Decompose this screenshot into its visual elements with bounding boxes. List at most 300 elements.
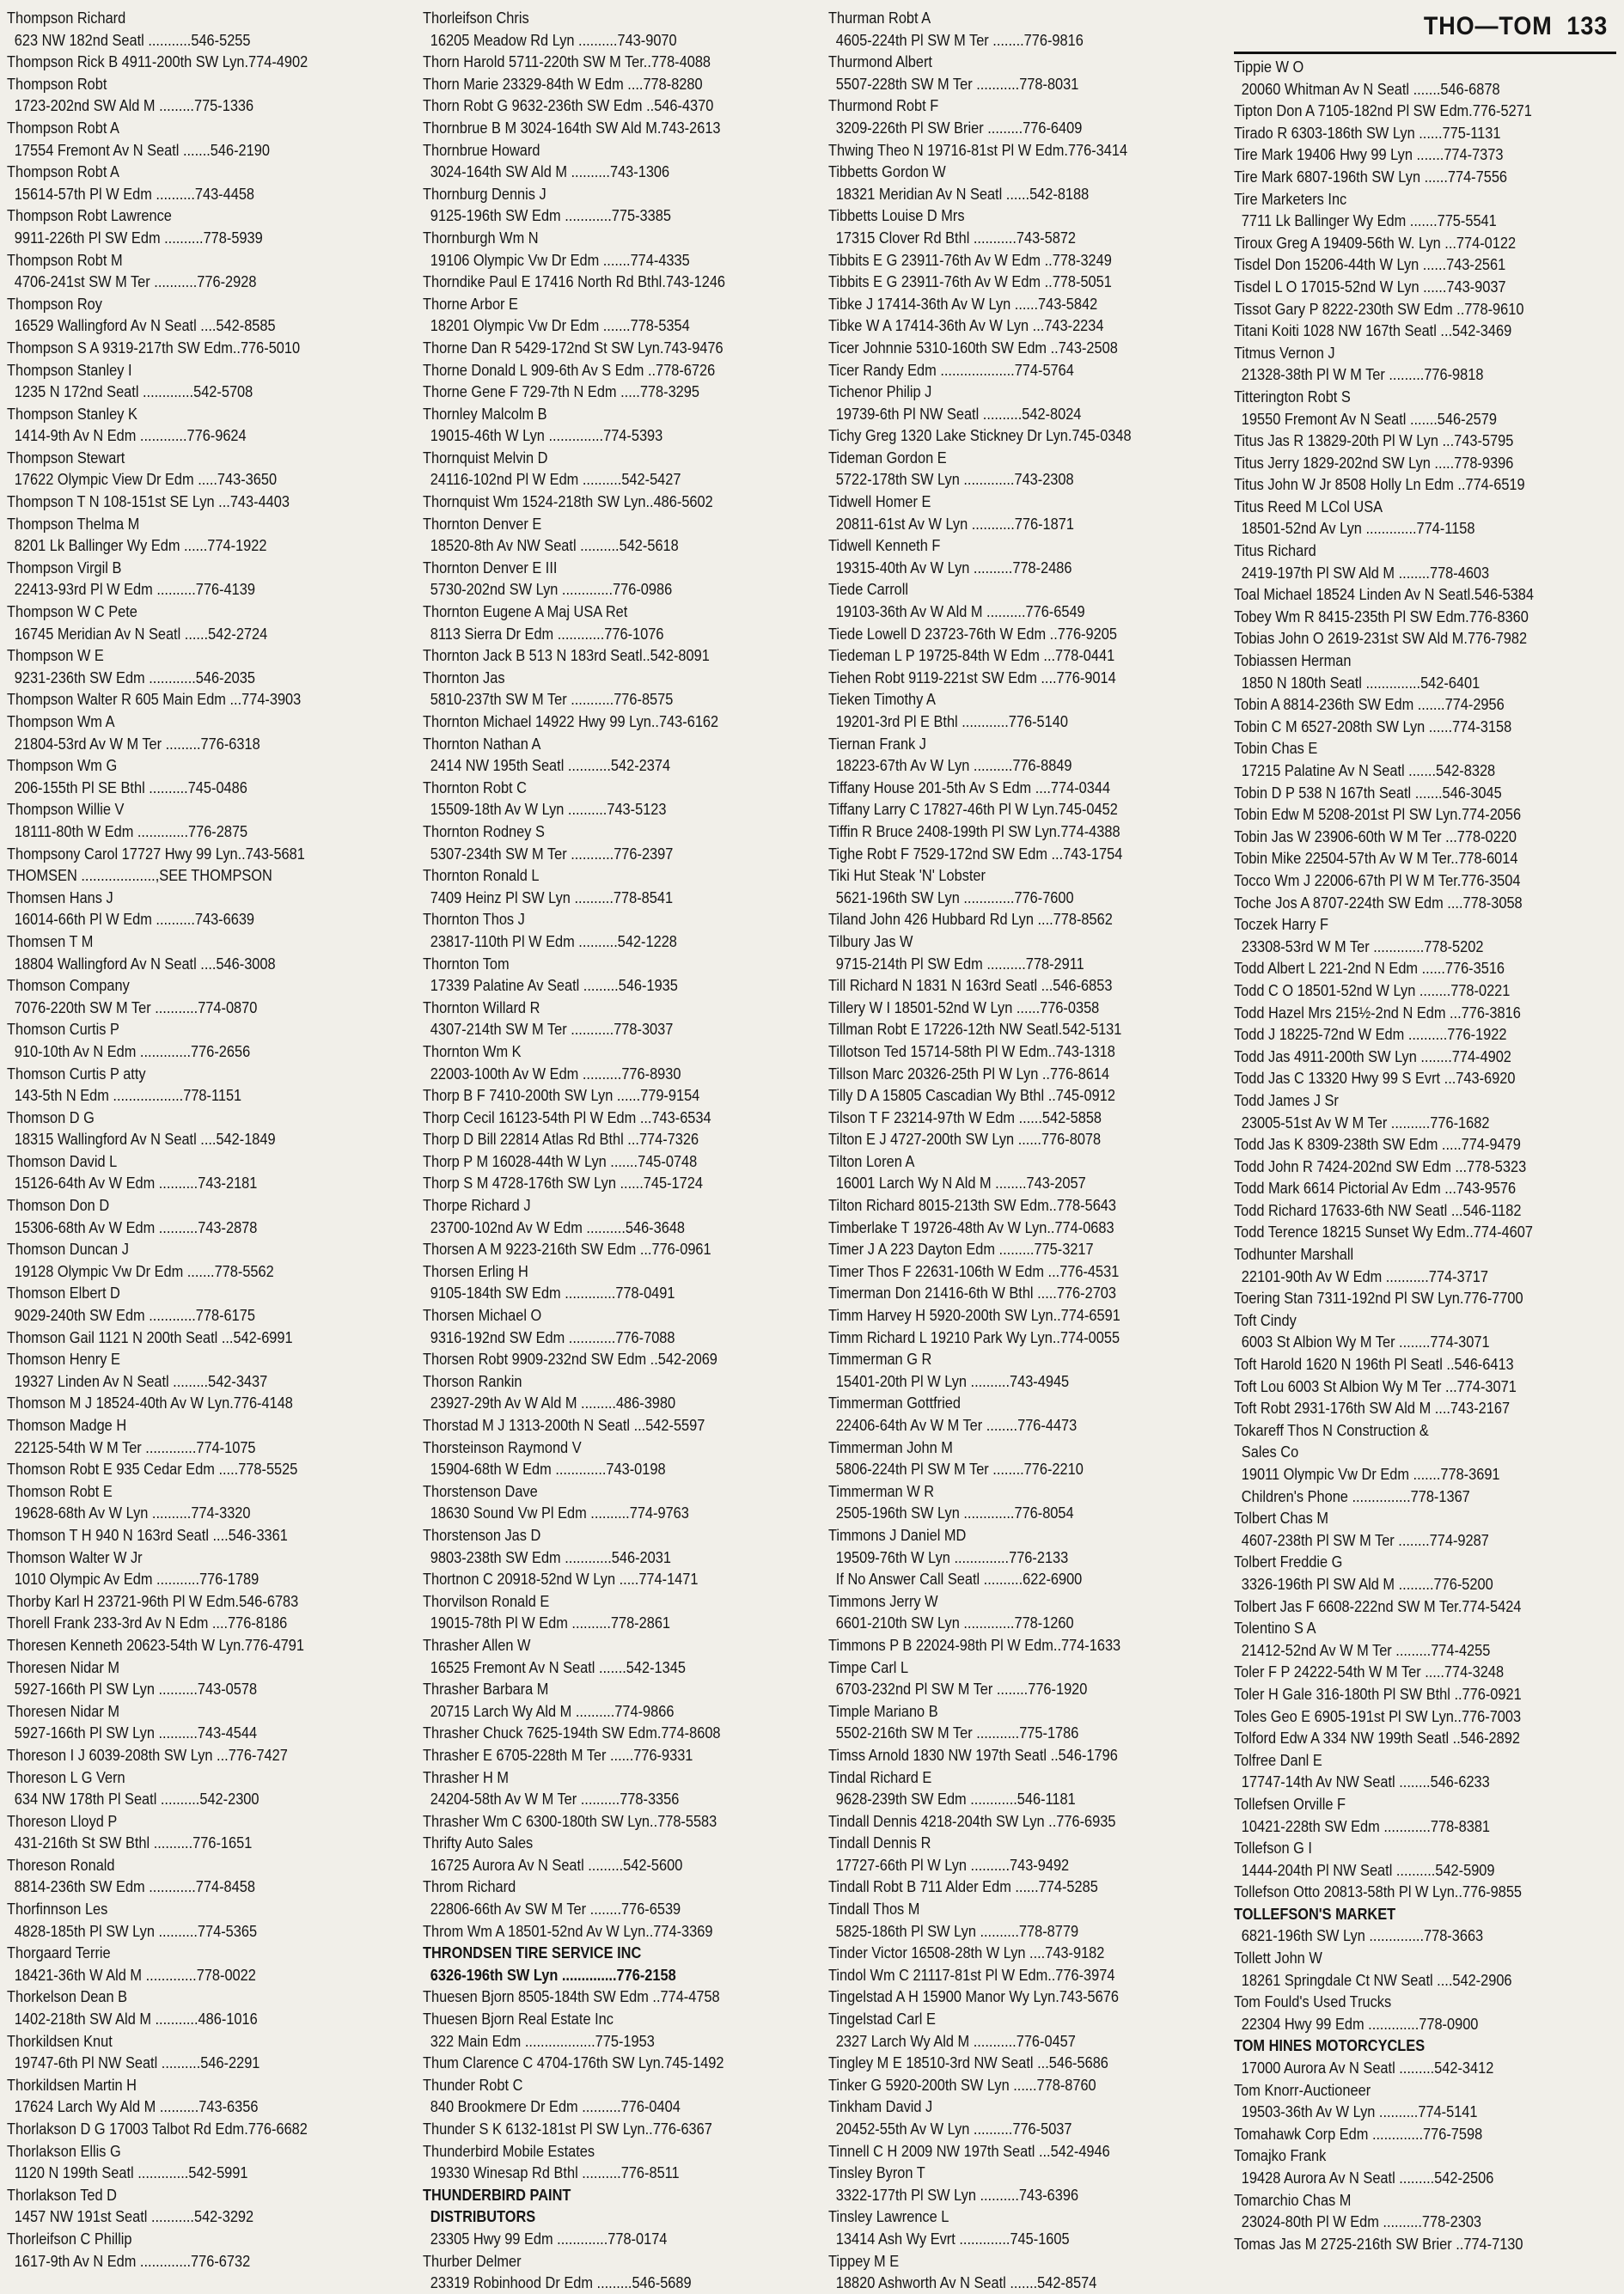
- listing-line: Toft Harold 1620 N 196th Pl Seatl ..546-6413: [1233, 1355, 1514, 1374]
- listing-line: Thoreson L G Vern: [7, 1767, 125, 1786]
- listing-line: Tom Knorr-Auctioneer: [1233, 2080, 1371, 2099]
- listing-line: Tolford Edw A 334 NW 199th Seatl ..546-2892: [1233, 1729, 1520, 1748]
- listing-line: Thornton Tom: [422, 954, 510, 973]
- listing-line: 9231-236th SW Edm ............546-2035: [14, 668, 255, 686]
- listing-line: 16725 Aurora Av N Seatl .........542-5600: [430, 1855, 683, 1874]
- listing-line: Thortnon C 20918-52nd W Lyn .....774-1471: [422, 1570, 699, 1589]
- listing-line: Tobin Jas W 23906-60th W M Ter ...778-0220: [1233, 827, 1517, 845]
- listing-line: 18421-36th W Ald M .............778-0022: [14, 1965, 256, 1984]
- listing-line: Thompsony Carol 17727 Hwy 99 Lyn..743-5681: [7, 844, 305, 863]
- listing-line: Tindall Dennis 4218-204th SW Lyn ..776-6935: [827, 1811, 1116, 1830]
- listing-line: 9715-214th Pl SW Edm ..........778-2911: [835, 954, 1084, 973]
- listing-line: 23024-80th Pl W Edm ..........778-2303: [1241, 2212, 1481, 2231]
- listing-line: Thomson David L: [7, 1151, 118, 1170]
- listing-line: Tidwell Homer E: [827, 492, 931, 511]
- listing-line: Tillson Marc 20326-25th Pl W Lyn ..776-8614: [827, 1064, 1110, 1083]
- listing-line: Thomson Robt E 935 Cedar Edm .....778-5525: [7, 1460, 298, 1479]
- listing-line: Children's Phone ...............778-1367: [1241, 1486, 1470, 1505]
- listing-line: Thorndike Paul E 17416 North Rd Bthl.743-1246: [422, 272, 725, 291]
- listing-line: Till Richard N 1831 N 163rd Seatl ...546-6853: [827, 976, 1113, 995]
- listing-line: Tobin C M 6527-208th SW Lyn ......774-3158: [1233, 717, 1512, 735]
- listing-line: Tire Mark 19406 Hwy 99 Lyn .......774-7373: [1233, 145, 1504, 164]
- listing-line: 206-155th Pl SE Bthl ..........745-0486: [14, 778, 247, 796]
- listing-line: Tibbetts Gordon W: [827, 162, 946, 181]
- listing-line: Thomson Henry E: [7, 1350, 120, 1369]
- listing-line: Thorp Cecil 16123-54th Pl W Edm ...743-6534: [422, 1107, 711, 1126]
- listing-line: Tocco Wm J 22006-67th Pl W M Ter.776-3504: [1233, 870, 1521, 889]
- listing-line: Thoreson Lloyd P: [7, 1811, 118, 1830]
- listing-line: Tolfree Danl E: [1233, 1750, 1322, 1769]
- listing-line: 5502-216th SW M Ter ...........775-1786: [835, 1724, 1079, 1742]
- listing-line: 15306-68th Av W Edm ..........743-2878: [14, 1217, 258, 1236]
- listing-line: Thrasher Barbara M: [422, 1680, 549, 1699]
- listing-line: 23308-53rd W M Ter .............778-5202: [1241, 937, 1484, 955]
- listing-line: Thrasher Chuck 7625-194th SW Edm.774-8608: [422, 1724, 721, 1742]
- listing-line: Tibbits E G 23911-76th Av W Edm ..778-5051: [827, 272, 1112, 291]
- listing-line: 5730-202nd SW Lyn .............776-0986: [430, 580, 673, 599]
- listing-line: Thomson Walter W Jr: [7, 1547, 143, 1566]
- listing-line: Thompson Virgil B: [7, 558, 122, 577]
- listing-line: 17622 Olympic View Dr Edm .....743-3650: [14, 470, 278, 489]
- listing-line: Todd Terence 18215 Sunset Wy Edm..774-4607: [1233, 1223, 1533, 1242]
- column-2: [422, 7, 820, 2292]
- listing-line: 9029-240th SW Edm ............778-6175: [14, 1306, 255, 1325]
- listing-line: Thorne Arbor E: [422, 294, 518, 313]
- listing-line: 1617-9th Av N Edm .............776-6732: [14, 2251, 251, 2270]
- listing-line: 23927-29th Av W Ald M .........486-3980: [430, 1394, 676, 1412]
- listing-line: Thorgaard Terrie: [7, 1943, 111, 1962]
- listing-line: Tilbury Jas W: [827, 931, 913, 950]
- listing-line: Throm Richard: [422, 1877, 516, 1896]
- listing-line: Sales Co: [1241, 1443, 1299, 1461]
- listing-line: 19327 Linden Av N Seatl .........542-3437: [14, 1371, 268, 1390]
- listing-line: Tomahawk Corp Edm .............776-7598: [1233, 2124, 1483, 2143]
- column-1: [7, 7, 414, 2270]
- listing-line: 19428 Aurora Av N Seatl .........542-2506: [1241, 2169, 1494, 2187]
- listing-line: THUNDERBIRD PAINT: [422, 2185, 571, 2204]
- listing-line: 10421-228th SW Edm ............778-8381: [1241, 1816, 1490, 1835]
- listing-line: Thorkildsen Martin H: [7, 2075, 137, 2094]
- column-3: [827, 7, 1225, 2292]
- listing-line: Thomson Curtis P atty: [7, 1064, 146, 1083]
- listing-line: Tiede Carroll: [827, 580, 908, 599]
- listing-line: Timer J A 223 Dayton Edm .........775-3217: [827, 1240, 1094, 1259]
- listing-line: Toft Cindy: [1233, 1310, 1297, 1329]
- listing-line: 3024-164th SW Ald M ..........743-1306: [430, 162, 670, 181]
- listing-line: 24204-58th Av W M Ter ..........778-3356: [430, 1790, 680, 1809]
- listing-line: Thornburgh Wm N: [422, 228, 539, 247]
- listing-line: 19550 Fremont Av N Seatl .......546-2579: [1241, 409, 1497, 428]
- listing-line: Thorleifson C Phillip: [7, 2229, 132, 2248]
- listing-line: Thompson Robt Lawrence: [7, 206, 172, 225]
- listing-line: Tilson T F 23214-97th W Edm ......542-5858: [827, 1107, 1102, 1126]
- listing-line: Thomson Robt E: [7, 1481, 113, 1500]
- listing-line: Tindall Thos M: [827, 1900, 920, 1919]
- listing-line: Thwing Theo N 19716-81st Pl W Edm.776-3414: [827, 140, 1127, 159]
- listing-line: Timm Harvey H 5920-200th SW Lyn..774-6591: [827, 1306, 1120, 1325]
- listing-line: Thornton Robt C: [422, 778, 527, 796]
- listing-line: Tippie W O: [1233, 58, 1304, 76]
- listing-line: Tindall Robt B 711 Alder Edm ......774-5285: [827, 1877, 1098, 1896]
- listing-line: Thorson Rankin: [422, 1371, 522, 1390]
- listing-line: Tollefson G I: [1233, 1839, 1312, 1858]
- listing-line: 9911-226th Pl SW Edm ..........778-5939: [14, 228, 263, 247]
- listing-line: Tinnell C H 2009 NW 197th Seatl ...542-4946: [827, 2141, 1110, 2160]
- listing-line: Thorpe Richard J: [422, 1196, 531, 1215]
- listing-line: 9105-184th SW Edm .............778-0491: [430, 1284, 675, 1303]
- listing-line: Tillman Robt E 17226-12th NW Seatl.542-5131: [827, 1020, 1122, 1039]
- listing-line: Thorp B F 7410-200th SW Lyn ......779-9154: [422, 1086, 700, 1105]
- listing-line: Titus Richard: [1233, 541, 1316, 560]
- listing-line: 23005-51st Av W M Ter ..........776-1682: [1241, 1113, 1490, 1132]
- listing-line: 21328-38th Pl W M Ter .........776-9818: [1241, 365, 1484, 384]
- listing-line: Todhunter Marshall: [1233, 1245, 1354, 1264]
- listing-line: Todd Mark 6614 Pictorial Av Edm ...743-9576: [1233, 1179, 1516, 1198]
- listing-line: Tomajko Frank: [1233, 2146, 1327, 2165]
- listing-line: 15904-68th W Edm .............743-0198: [430, 1460, 666, 1479]
- listing-line: 7711 Lk Ballinger Wy Edm .......775-5541: [1241, 211, 1497, 230]
- listing-line: 19628-68th Av W Lyn ..........774-3320: [14, 1504, 251, 1522]
- listing-line: Tiffin R Bruce 2408-199th Pl SW Lyn.774-4388: [827, 821, 1120, 840]
- listing-line: Thorstenson Jas D: [422, 1525, 541, 1544]
- listing-line: 20811-61st Av W Lyn ...........776-1871: [835, 514, 1074, 533]
- listing-line: 21804-53rd Av W M Ter .........776-6318: [14, 734, 260, 753]
- listing-line: 16529 Wallingford Av N Seatl ....542-8585: [14, 316, 276, 335]
- listing-line: Tiroux Greg A 19409-56th W. Lyn ...774-0122: [1233, 233, 1516, 252]
- listing-line: Tobiassen Herman: [1233, 651, 1352, 670]
- listing-line: Thum Clarence C 4704-176th SW Lyn.745-1492: [422, 2053, 724, 2072]
- listing-line: Tindol Wm C 21117-81st Pl W Edm..776-3974: [827, 1965, 1115, 1984]
- listing-line: Thornton Denver E III: [422, 558, 558, 577]
- listing-line: 20060 Whitman Av N Seatl .......546-6878: [1241, 79, 1500, 98]
- listing-line: Thompson Richard: [7, 9, 126, 27]
- page-number: 133: [1566, 12, 1608, 40]
- listing-line: Thurmond Robt F: [827, 96, 939, 115]
- listing-line: Thorsen Erling H: [422, 1261, 528, 1280]
- listing-line: Toler H Gale 316-180th Pl SW Bthl ..776-0921: [1233, 1684, 1522, 1703]
- listing-line: Thompson Robt A: [7, 118, 119, 137]
- listing-line: Thompson Robt A: [7, 162, 119, 181]
- listing-line: Toal Michael 18524 Linden Av N Seatl.546-5384: [1233, 585, 1534, 604]
- listing-line: Thoresen Nidar M: [7, 1657, 119, 1676]
- listing-line: Thomson D G: [7, 1107, 95, 1126]
- listing-line: 6601-210th SW Lyn .............778-1260: [835, 1614, 1074, 1632]
- listing-line: 19315-40th Av W Lyn ..........778-2486: [835, 558, 1072, 577]
- listing-line: Thorsen A M 9223-216th SW Edm ...776-0961: [422, 1240, 711, 1259]
- listing-line: 8201 Lk Ballinger Wy Edm ......774-1922: [14, 536, 267, 555]
- listing-line: 910-10th Av N Edm .............776-2656: [14, 1041, 251, 1060]
- listing-line: Tideman Gordon E: [827, 448, 947, 467]
- listing-line: Thornton Denver E: [422, 514, 542, 533]
- listing-line: 20715 Larch Wy Ald M ..........774-9866: [430, 1701, 675, 1720]
- listing-line: Thrasher E 6705-228th M Ter ......776-9331: [422, 1745, 693, 1764]
- listing-line: Thorsen Robt 9909-232nd SW Edm ..542-2069: [422, 1350, 717, 1369]
- listing-line: 3326-196th Pl SW Ald M .........776-5200: [1241, 1574, 1493, 1593]
- listing-line: Tolbert Chas M: [1233, 1509, 1328, 1528]
- listing-line: Thompson Thelma M: [7, 514, 140, 533]
- listing-line: 2419-197th Pl SW Ald M ........778-4603: [1241, 563, 1490, 582]
- listing-line: Thompson Rick B 4911-200th SW Lyn.774-4902: [7, 52, 308, 71]
- listing-line: 23305 Hwy 99 Edm .............778-0174: [430, 2229, 668, 2248]
- listing-line: 22806-66th Av SW M Ter ........776-6539: [430, 1900, 681, 1919]
- listing-line: TOLLEFSON'S MARKET: [1233, 1904, 1396, 1923]
- listing-line: Thorn Harold 5711-220th SW M Ter..778-4088: [422, 52, 711, 71]
- listing-line: 1723-202nd SW Ald M .........775-1336: [14, 96, 254, 115]
- listing-line: 17727-66th Pl W Lyn ..........743-9492: [835, 1855, 1070, 1874]
- listing-line: Tinker G 5920-200th SW Lyn ......778-8760: [827, 2075, 1096, 2094]
- listing-line: Timmerman John M: [827, 1437, 953, 1456]
- listing-line: 5825-186th Pl SW Lyn ..........778-8779: [835, 1921, 1079, 1940]
- listing-line: Tighe Robt F 7529-172nd SW Edm ...743-1754: [827, 844, 1123, 863]
- listing-line: Thompson S A 9319-217th SW Edm..776-5010: [7, 338, 301, 357]
- listing-line: 1010 Olympic Av Edm ...........776-1789: [14, 1570, 259, 1589]
- listing-line: Thornton Rodney S: [422, 821, 545, 840]
- listing-line: Tingelstad A H 15900 Manor Wy Lyn.743-5676: [827, 1987, 1119, 2006]
- listing-line: 22125-54th W M Ter .............774-1075: [14, 1437, 256, 1456]
- listing-line: Thompson Roy: [7, 294, 102, 313]
- listing-line: Titani Koiti 1028 NW 167th Seatl ...542-3469: [1233, 321, 1512, 340]
- listing-line: Todd Jas 4911-200th SW Lyn ........774-4902: [1233, 1046, 1511, 1065]
- listing-line: Thornbrue B M 3024-164th SW Ald M.743-2613: [422, 118, 721, 137]
- listing-line: Thurman Robt A: [827, 9, 931, 27]
- listing-line: Tingelstad Carl E: [827, 2010, 936, 2029]
- listing-line: 19739-6th Pl NW Seatl ..........542-8024: [835, 404, 1082, 423]
- listing-line: Thornton Thos J: [422, 910, 525, 929]
- listing-line: Thornton Willard R: [422, 998, 540, 1016]
- page-header: [1234, 7, 1616, 54]
- listing-line: Tollefsen Orville F: [1233, 1794, 1346, 1813]
- listing-line: 16745 Meridian Av N Seatl ......542-2724: [14, 624, 268, 643]
- listing-line: Thorleifson Chris: [422, 9, 529, 27]
- listing-line: Thorsteinson Raymond V: [422, 1437, 582, 1456]
- listing-line: 19128 Olympic Vw Dr Edm .......778-5562: [14, 1261, 274, 1280]
- listing-line: 4307-214th SW M Ter ...........778-3037: [430, 1020, 674, 1039]
- listing-line: Thompson T N 108-151st SE Lyn ...743-4403: [7, 492, 290, 511]
- listing-line: Thunder S K 6132-181st Pl SW Lyn..776-6367: [422, 2120, 712, 2138]
- listing-line: Thornquist Melvin D: [422, 448, 548, 467]
- listing-line: 431-216th St SW Bthl ..........776-1651: [14, 1833, 253, 1852]
- listing-line: Tichenor Philip J: [827, 382, 932, 401]
- listing-line: Thompson Wm A: [7, 712, 115, 730]
- listing-line: Thomson Company: [7, 976, 130, 995]
- listing-line: Thornquist Wm 1524-218th SW Lyn..486-5602: [422, 492, 713, 511]
- listing-line: 20452-55th Av W Lyn ..........776-5037: [835, 2120, 1072, 2138]
- listing-line: Tidwell Kenneth F: [827, 536, 941, 555]
- listing-line: 4607-238th Pl SW M Ter ........774-9287: [1241, 1530, 1489, 1549]
- listing-line: Thorne Dan R 5429-172nd St SW Lyn.743-9476: [422, 338, 723, 357]
- listing-line: Thomson Curtis P: [7, 1020, 119, 1039]
- listing-line: Todd C O 18501-52nd W Lyn ........778-0221: [1233, 980, 1511, 999]
- listing-line: 8113 Sierra Dr Edm ............776-1076: [430, 624, 664, 643]
- listing-columns: [7, 7, 1616, 2292]
- listing-line: Ticer Johnnie 5310-160th SW Edm ..743-2508: [827, 338, 1118, 357]
- listing-line: Todd J 18225-72nd W Edm ..........776-1922: [1233, 1025, 1507, 1044]
- listing-line: Tibke W A 17414-36th Av W Lyn ...743-2234: [827, 316, 1104, 335]
- listing-line: Tinsley Lawrence L: [827, 2207, 949, 2226]
- listing-line: Tom Fould's Used Trucks: [1233, 1992, 1392, 2011]
- column-4: [1233, 7, 1616, 2253]
- listing-line: Thorkildsen Knut: [7, 2031, 113, 2050]
- listing-line: Thornton Jack B 513 N 183rd Seatl..542-8091: [422, 646, 710, 665]
- listing-line: 19106 Olympic Vw Dr Edm .......774-4335: [430, 250, 690, 269]
- listing-line: 18261 Springdale Ct NW Seatl ....542-2906: [1241, 1970, 1512, 1989]
- listing-line: 22406-64th Av W M Ter ........776-4473: [835, 1416, 1078, 1434]
- listing-line: Thomson Duncan J: [7, 1240, 129, 1259]
- listing-line: Titmus Vernon J: [1233, 343, 1335, 362]
- listing-line: Thornton Ronald L: [422, 866, 540, 885]
- listing-line: Tolbert Jas F 6608-222nd SW M Ter.774-5424: [1233, 1596, 1522, 1615]
- listing-line: If No Answer Call Seatl ..........622-6900: [835, 1570, 1083, 1589]
- listing-line: 23700-102nd Av W Edm ..........546-3648: [430, 1217, 685, 1236]
- listing-line: Todd Jas K 8309-238th SW Edm .....774-9479: [1233, 1135, 1521, 1154]
- listing-line: Timmerman G R: [827, 1350, 932, 1369]
- page-header-title: [1424, 12, 1608, 41]
- listing-line: Thrasher Allen W: [422, 1635, 531, 1654]
- listing-line: Tibbetts Louise D Mrs: [827, 206, 965, 225]
- listing-line: 4605-224th Pl SW M Ter ........776-9816: [835, 30, 1084, 49]
- listing-line: 5507-228th SW M Ter ...........778-8031: [835, 74, 1079, 93]
- listing-line: Tissot Gary P 8222-230th SW Edm ..778-9610: [1233, 299, 1524, 318]
- listing-line: Todd Hazel Mrs 215½-2nd N Edm ...776-3816: [1233, 1003, 1521, 1022]
- listing-line: Tiernan Frank J: [827, 734, 926, 753]
- listing-line: Thorsen Michael O: [422, 1306, 542, 1325]
- listing-line: Tieken Timothy A: [827, 690, 936, 709]
- listing-line: 5621-196th SW Lyn .............776-7600: [835, 888, 1074, 906]
- listing-line: Tiffany House 201-5th Av S Edm ....774-0344: [827, 778, 1110, 796]
- listing-line: Tibbits E G 23911-76th Av W Edm ..778-3249: [827, 250, 1112, 269]
- listing-line: Tipton Don A 7105-182nd Pl SW Edm.776-5271: [1233, 101, 1532, 120]
- listing-line: Thoresen Kenneth 20623-54th W Lyn.776-4791: [7, 1635, 304, 1654]
- listing-line: 2505-196th SW Lyn .............776-8054: [835, 1504, 1074, 1522]
- listing-line: Tobin D P 538 N 167th Seatl .......546-3045: [1233, 783, 1502, 802]
- listing-line: 18520-8th Av NW Seatl ..........542-5618: [430, 536, 679, 555]
- listing-line: Tingley M E 18510-3rd NW Seatl ...546-5686: [827, 2053, 1108, 2072]
- listing-line: Thornton Michael 14922 Hwy 99 Lyn..743-6162: [422, 712, 719, 730]
- listing-line: 2414 NW 195th Seatl ...........542-2374: [430, 756, 670, 775]
- listing-line: Titus John W Jr 8508 Holly Ln Edm ..774-6519: [1233, 475, 1525, 494]
- listing-line: Timm Richard L 19210 Park Wy Lyn..774-0055: [827, 1327, 1120, 1346]
- listing-line: 5927-166th Pl SW Lyn ..........743-0578: [14, 1680, 258, 1699]
- listing-line: Ticer Randy Edm ...................774-5764: [827, 360, 1074, 379]
- listing-line: 1120 N 199th Seatl .............542-5991: [14, 2163, 248, 2182]
- listing-line: 4828-185th Pl SW Lyn ..........774-5365: [14, 1921, 258, 1940]
- listing-line: 13414 Ash Wy Evrt .............745-1605: [835, 2229, 1070, 2248]
- listing-line: 1402-218th SW Ald M ...........486-1016: [14, 2010, 258, 2029]
- listing-line: Toles Geo E 6905-191st Pl SW Lyn..776-7003: [1233, 1706, 1522, 1725]
- listing-line: Tindall Dennis R: [827, 1833, 931, 1852]
- listing-line: Timple Mariano B: [827, 1701, 938, 1720]
- listing-line: Tippey M E: [827, 2251, 900, 2270]
- listing-line: 2327 Larch Wy Ald M ...........776-0457: [835, 2031, 1076, 2050]
- listing-line: Thornton Jas: [422, 668, 505, 686]
- listing-line: Tobias John O 2619-231st SW Ald M.776-7982: [1233, 629, 1528, 648]
- listing-line: 18315 Wallingford Av N Seatl ....542-1849: [14, 1130, 276, 1149]
- listing-line: Tobin Chas E: [1233, 739, 1318, 758]
- listing-line: Thomson M J 18524-40th Av W Lyn.776-4148: [7, 1394, 293, 1412]
- listing-line: Thomson Don D: [7, 1196, 110, 1215]
- listing-line: Tibke J 17414-36th Av W Lyn ......743-5842: [827, 294, 1098, 313]
- listing-line: Thornbrue Howard: [422, 140, 540, 159]
- listing-line: Thorkelson Dean B: [7, 1987, 128, 2006]
- listing-line: Toering Stan 7311-192nd Pl SW Lyn.776-7700: [1233, 1289, 1523, 1308]
- listing-line: 19747-6th Pl NW Seatl ..........546-2291: [14, 2053, 260, 2072]
- listing-line: Titus Jas R 13829-20th Pl W Lyn ...743-5795: [1233, 431, 1514, 450]
- listing-line: Tobey Wm R 8415-235th Pl SW Edm.776-8360: [1233, 607, 1529, 625]
- listing-line: 634 NW 178th Pl Seatl ..........542-2300: [14, 1790, 259, 1809]
- listing-line: Tirado R 6303-186th SW Lyn ......775-1131: [1233, 123, 1501, 142]
- listing-line: Toft Lou 6003 St Albion Wy M Ter ...774-3071: [1233, 1376, 1517, 1395]
- listing-line: 18201 Olympic Vw Dr Edm .......778-5354: [430, 316, 690, 335]
- listing-line: Timmons J Daniel MD: [827, 1525, 967, 1544]
- listing-line: 6326-196th SW Lyn ..............776-2158: [430, 1965, 676, 1984]
- listing-line: Thuesen Bjorn 8505-184th SW Edm ..774-4758: [422, 1987, 720, 2006]
- listing-line: Timmons Jerry W: [827, 1591, 938, 1610]
- listing-line: Thurmond Albert: [827, 52, 932, 71]
- listing-line: 18630 Sound Vw Pl Edm ..........774-9763: [430, 1504, 689, 1522]
- listing-line: 6821-196th SW Lyn ..............778-3663: [1241, 1926, 1484, 1945]
- listing-line: Thompson Wm G: [7, 756, 118, 775]
- listing-line: 22304 Hwy 99 Edm .............778-0900: [1241, 2014, 1479, 2033]
- listing-line: Thompson W C Pete: [7, 602, 137, 621]
- listing-line: Tolbert Freddie G: [1233, 1553, 1343, 1571]
- listing-line: Tilton E J 4727-200th SW Lyn ......776-8078: [827, 1130, 1102, 1149]
- listing-line: Tiland John 426 Hubbard Rd Lyn ....778-8562: [827, 910, 1113, 929]
- listing-line: Tokareff Thos N Construction &: [1233, 1420, 1429, 1439]
- listing-line: Thomsen T M: [7, 931, 94, 950]
- listing-line: Titus Reed M LCol USA: [1233, 497, 1383, 516]
- listing-line: 840 Brookmere Dr Edm ..........776-0404: [430, 2097, 681, 2116]
- listing-line: Thorp P M 16028-44th W Lyn .......745-0748: [422, 1151, 698, 1170]
- listing-line: 18501-52nd Av Lyn .............774-1158: [1241, 519, 1475, 538]
- listing-line: Thornley Malcolm B: [422, 404, 547, 423]
- listing-line: Tichy Greg 1320 Lake Stickney Dr Lyn.745-0348: [827, 426, 1132, 445]
- listing-line: 5722-178th SW Lyn .............743-2308: [835, 470, 1074, 489]
- listing-line: Timmerman Gottfried: [827, 1394, 961, 1412]
- listing-line: Thornburg Dennis J: [422, 184, 546, 203]
- listing-line: 1414-9th Av N Edm ............776-9624: [14, 426, 247, 445]
- listing-line: Tiedeman L P 19725-84th W Edm ...778-0441: [827, 646, 1115, 665]
- listing-line: 6003 St Albion Wy M Ter ........774-3071: [1241, 1333, 1490, 1351]
- listing-line: Thorp D Bill 22814 Atlas Rd Bthl ...774-7326: [422, 1130, 699, 1149]
- listing-line: Todd Jas C 13320 Hwy 99 S Evrt ...743-6920: [1233, 1069, 1516, 1088]
- listing-line: 19503-36th Av W Lyn ..........774-5141: [1241, 2102, 1478, 2121]
- listing-line: Tinsley Byron T: [827, 2163, 925, 2182]
- listing-line: 17624 Larch Wy Ald M ..........743-6356: [14, 2097, 259, 2116]
- listing-line: 18820 Ashworth Av N Seatl .......542-8574: [835, 2273, 1097, 2292]
- listing-line: 8814-236th SW Edm ............774-8458: [14, 1877, 255, 1896]
- listing-line: 15401-20th Pl W Lyn ..........743-4945: [835, 1371, 1070, 1390]
- listing-line: Thornton Eugene A Maj USA Ret: [422, 602, 628, 621]
- listing-line: Tillery W I 18501-52nd W Lyn ......776-0358: [827, 998, 1100, 1016]
- listing-line: 19015-78th Pl W Edm ..........778-2861: [430, 1614, 670, 1632]
- listing-line: 17747-14th Av NW Seatl ........546-6233: [1241, 1772, 1490, 1791]
- listing-line: 1850 N 180th Seatl ..............542-6401: [1241, 673, 1481, 692]
- listing-line: Toczek Harry F: [1233, 915, 1328, 934]
- listing-line: 3209-226th Pl SW Brier .........776-6409: [835, 118, 1083, 137]
- listing-line: 5927-166th Pl SW Lyn ..........743-4544: [14, 1724, 258, 1742]
- listing-line: 23319 Robinhood Dr Edm .........546-5689: [430, 2273, 692, 2292]
- listing-line: Thrasher Wm C 6300-180th SW Lyn..778-5583: [422, 1811, 717, 1830]
- listing-line: 17000 Aurora Av N Seatl .........542-3412: [1241, 2059, 1494, 2077]
- listing-line: 24116-102nd Pl W Edm ..........542-5427: [430, 470, 681, 489]
- listing-line: Tillotson Ted 15714-58th Pl W Edm..743-1318: [827, 1041, 1115, 1060]
- listing-line: Timpe Carl L: [827, 1657, 908, 1676]
- listing-line: THRONDSEN TIRE SERVICE INC: [422, 1943, 642, 1962]
- listing-line: 22101-90th Av W Edm ...........774-3717: [1241, 1266, 1488, 1285]
- section-range: THO—TOM: [1423, 12, 1553, 40]
- listing-line: Thorstenson Dave: [422, 1481, 538, 1500]
- listing-line: Thunderbird Mobile Estates: [422, 2141, 595, 2160]
